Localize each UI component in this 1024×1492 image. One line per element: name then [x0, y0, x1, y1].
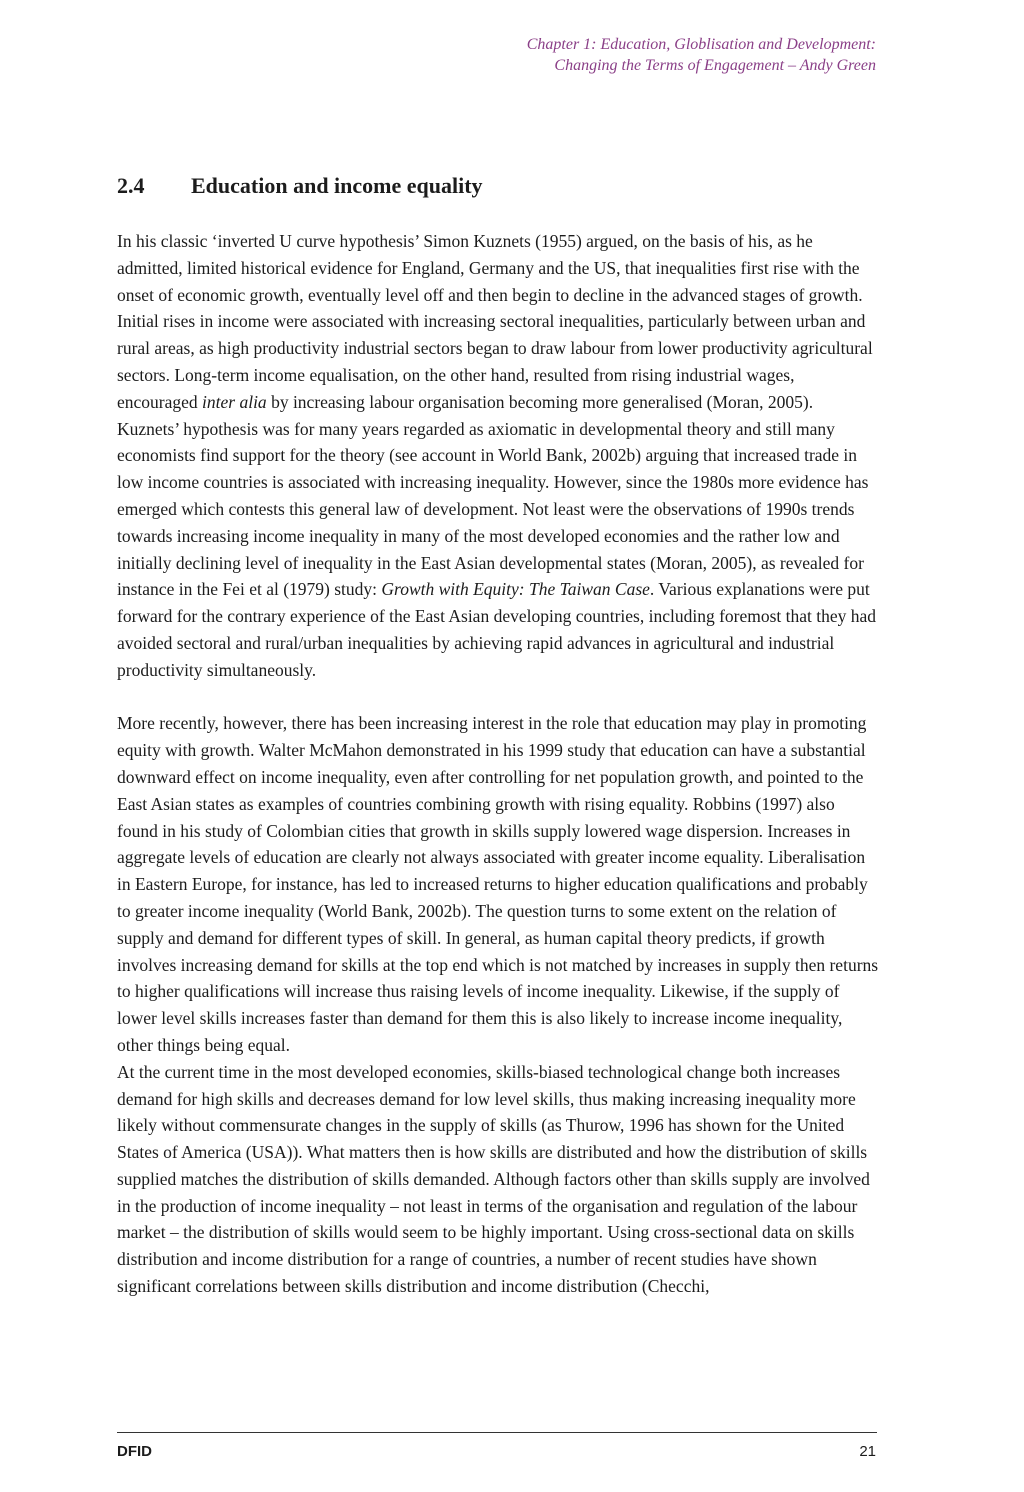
- section-number: 2.4: [117, 173, 145, 198]
- body-text: [117, 228, 879, 1300]
- section-title: Education and income equality: [191, 173, 483, 198]
- running-header-line-2: Changing the Terms of Engagement – Andy Green: [554, 57, 876, 74]
- running-header-line-1: Chapter 1: Education, Globlisation and Development:: [526, 36, 876, 53]
- paragraph-1-text-a: In his classic ‘inverted U curve hypothesis’ Simon Kuznets (1955) argued, on the basis of his, as he admitted, limited historical evidence for England, Germany and the US, that inequalities first rise with the onset of economic growth, eventually level off and then begin to decline in the advanced stages of growth. Initial rises in income were associated with increasing sectoral inequalities, particularly between urban and rural areas, as high productivity industrial sectors began to draw labour from lower productivity agricultural sectors. Long-term income equalisation, on the other hand, resulted from rising industrial wages, encouraged: [117, 231, 873, 412]
- paragraph-1-text-c: . Various explanations were put forward for the contrary experience of the East Asian developing countries, including foremost that they had avoided sectoral and rural/urban inequalities by achieving rapid advances in agricultural and industrial productivity simultaneously.: [117, 579, 877, 680]
- paragraph-2-text: More recently, however, there has been increasing interest in the role that education may play in promoting equity with growth. Walter McMahon demonstrated in his 1999 study that education can have a substantial downward effect on income inequality, even after controlling for net population growth, and pointed to the East Asian states as examples of countries combining growth with rising equality. Robbins (1997) also found in his study of Colombian cities that growth in skills supply lowered wage dispersion. Increases in aggregate levels of education are clearly not always associated with greater income equality. Liberalisation in Eastern Europe, for instance, has led to increased returns to higher education qualifications and probably to greater income inequality (World Bank, 2002b). The question turns to some extent on the relation of supply and demand for different types of skill. In general, as human capital theory predicts, if growth involves increasing demand for skills at the top end which is not matched by increases in supply then returns to higher qualifications will increase thus raising levels of income inequality. Likewise, if the supply of lower level skills increases faster than demand for them this is also likely to increase income inequality, other things being equal.: [117, 713, 879, 1055]
- running-header: [527, 34, 876, 76]
- section-heading: [117, 172, 483, 200]
- footer-divider: [117, 1432, 877, 1433]
- paragraph-1-italic-book-title: Growth with Equity: The Taiwan Case: [381, 579, 650, 600]
- footer-publisher: DFID: [117, 1443, 152, 1460]
- page-number: 21: [859, 1443, 876, 1460]
- paragraph-3-text: At the current time in the most developed economies, skills-biased technological change both increases demand for high skills and decreases demand for low level skills, thus making increasing inequality more likely without commensurate changes in the supply of skills (as Thurow, 1996 has shown for the United States of America (USA)). What matters then is how skills are distributed and how the distribution of skills supplied matches the distribution of skills demanded. Although factors other than skills supply are involved in the production of income inequality – not least in terms of the organisation and regulation of the labour market – the distribution of skills would seem to be highly important. Using cross-sectional data on skills distribution and income distribution for a range of countries, a number of recent studies have shown significant correlations between skills distribution and income distribution (Checchi,: [117, 1061, 870, 1297]
- paragraph-1-italic-inter-alia: inter alia: [202, 391, 267, 412]
- paragraph-education-equity: [117, 710, 879, 1300]
- paragraph-kuznets: [117, 228, 879, 684]
- paragraph-1-text-b: by increasing labour organisation becoming more generalised (Moran, 2005). Kuznets’ hypothesis was for many years regarded as axiomatic in developmental theory and still many economists find support for the theory (see account in World Bank, 2002b) arguing that increased trade in low income countries is associated with increasing inequality. However, since the 1980s more evidence has emerged which contests this general law of development. Not least were the observations of 1990s trends towards increasing income inequality in many of the most developed economies and the rather low and initially declining level of inequality in the East Asian developmental states (Moran, 2005), as revealed for instance in the Fei et al (1979) study:: [117, 391, 869, 600]
